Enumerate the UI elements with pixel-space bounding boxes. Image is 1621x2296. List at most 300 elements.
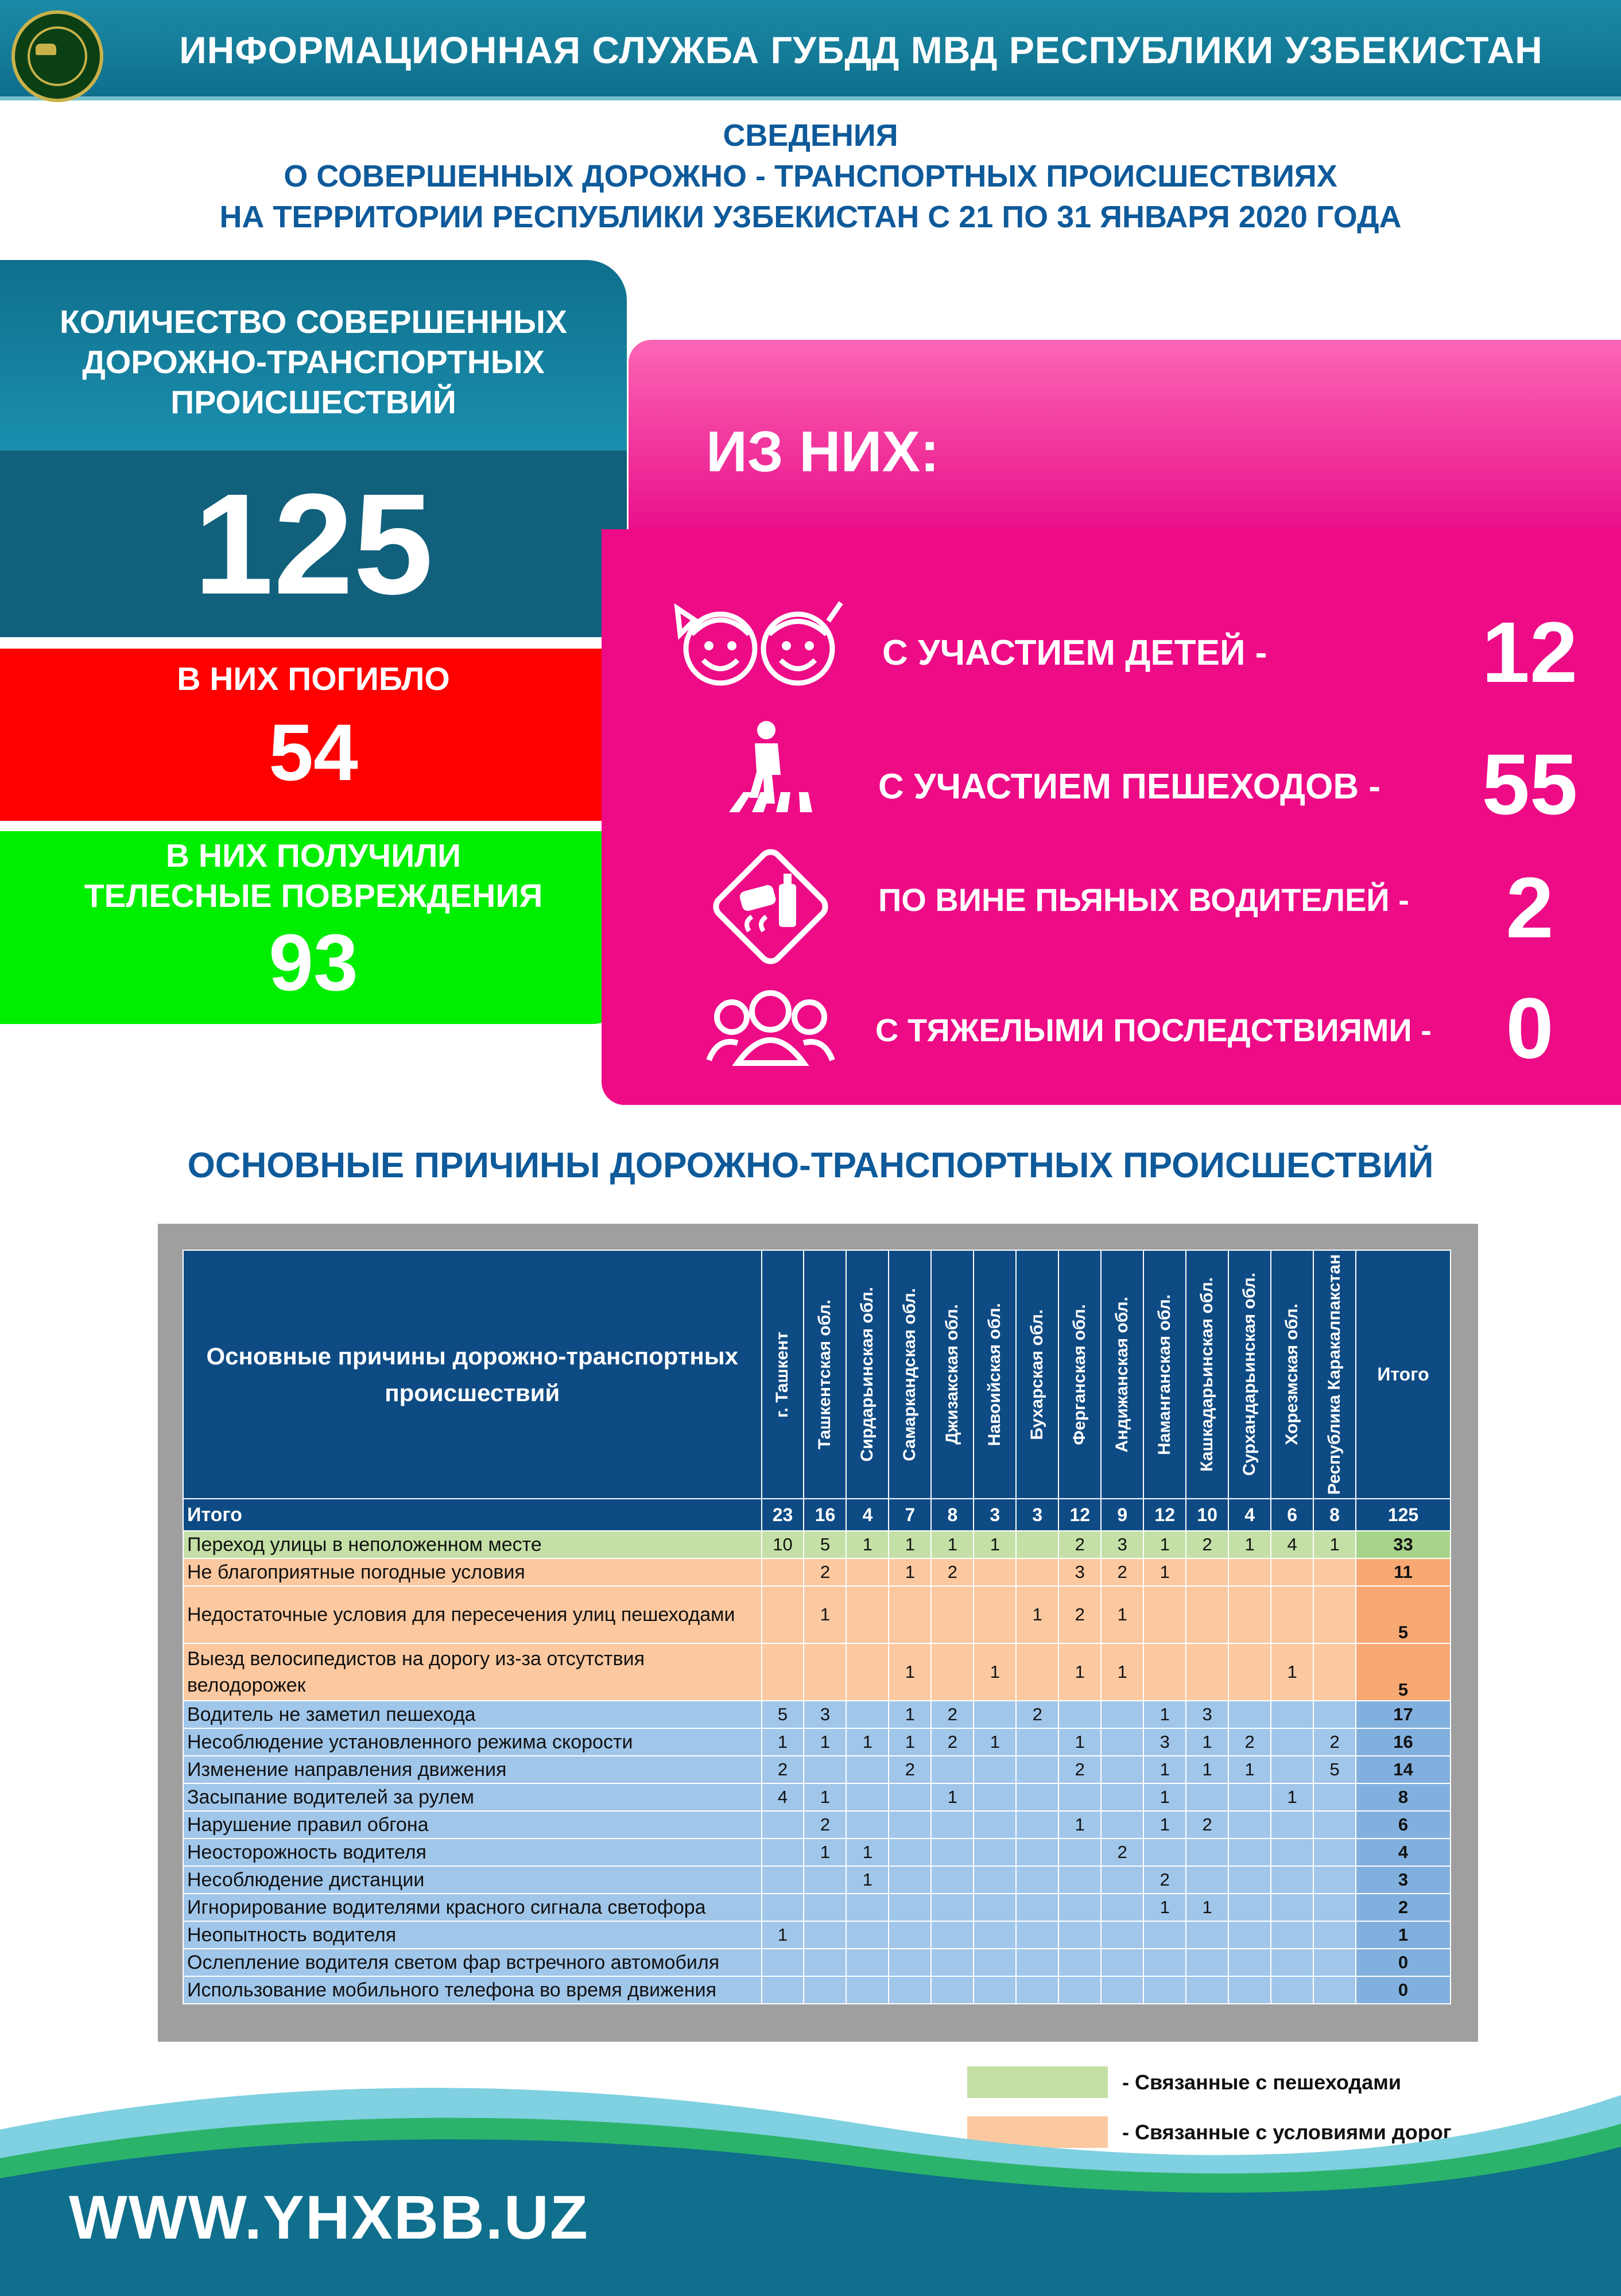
region-value-cell [1271,1586,1313,1643]
region-value-cell [1058,1894,1101,1921]
subtitle-line-3: НА ТЕРРИТОРИИ РЕСПУБЛИКИ УЗБЕКИСТАН С 21 ПО 31 ЯНВАРЯ 2020 ГОДА [219,200,1402,234]
causes-title: ОСНОВНЫЕ ПРИЧИНЫ ДОРОЖНО-ТРАНСПОРТНЫХ ПРОИСШЕСТВИЙ [187,1146,1434,1185]
region-value-cell: 4 [762,1783,804,1811]
header-title: ИНФОРМАЦИОННАЯ СЛУЖБА ГУБДД МВД РЕСПУБЛИКИ УЗБЕКИСТАН [179,29,1543,71]
region-value-cell [931,1586,974,1643]
region-value-cell: 2 [1101,1558,1143,1586]
ministry-logo-icon [11,10,103,102]
row-total-cell: 0 [1356,1976,1451,2004]
cause-label: Неопытность водителя [183,1921,762,1949]
drunk-drivers-value: 2 [1506,859,1554,956]
region-value-cell [889,1866,931,1894]
region-header: Наманганская обл. [1143,1250,1186,1499]
region-value-cell [889,1783,931,1811]
table-total-row [183,1499,1451,1531]
table-row [183,1586,1451,1643]
region-value-cell: 4 [1228,1499,1271,1531]
cause-label: Ослепление водителя светом фар встречного автомобиля [183,1949,762,1976]
region-value-cell [1228,1558,1271,1586]
region-value-cell [1313,1894,1356,1921]
region-value-cell: 4 [1271,1531,1313,1558]
region-value-cell: 1 [1228,1756,1271,1783]
drunk-drivers-label: ПО ВИНЕ ПЬЯНЫХ ВОДИТЕЛЕЙ - [878,882,1409,918]
region-value-cell [1058,1839,1101,1866]
region-value-cell: 2 [1101,1839,1143,1866]
region-value-cell: 23 [762,1499,804,1531]
region-value-cell [1271,1701,1313,1728]
region-value-cell [1313,1783,1356,1811]
children-value: 12 [1482,604,1578,700]
row-total-cell: 5 [1356,1643,1451,1701]
region-value-cell [1058,1783,1101,1811]
region-value-cell [1313,1643,1356,1701]
subtitle-line-1: СВЕДЕНИЯ [723,118,898,153]
row-total-cell: 33 [1356,1531,1451,1558]
region-value-cell [1228,1949,1271,1976]
region-value-cell [762,1811,804,1839]
cause-label: Засыпание водителей за рулем [183,1783,762,1811]
table-row [183,1894,1451,1921]
region-value-cell [889,1921,931,1949]
region-value-cell [1186,1558,1228,1586]
cause-label: Неосторожность водителя [183,1839,762,1866]
region-value-cell [846,1894,889,1921]
children-label: С УЧАСТИЕМ ДЕТЕЙ - [882,633,1267,673]
region-value-cell: 1 [1186,1894,1228,1921]
region-value-cell [1101,1783,1143,1811]
region-value-cell [974,1894,1016,1921]
region-header: г. Ташкент [762,1250,804,1499]
region-value-cell: 1 [762,1921,804,1949]
region-value-cell [804,1866,846,1894]
total-label-line-3: ПРОИСШЕСТВИЙ [170,384,456,421]
region-value-cell [846,1756,889,1783]
region-value-cell: 2 [931,1728,974,1756]
table-row [183,1921,1451,1949]
region-value-cell [1016,1756,1058,1783]
region-value-cell: 1 [846,1531,889,1558]
dead-box [0,649,627,821]
region-value-cell: 1 [889,1701,931,1728]
cause-label: Несоблюдение дистанции [183,1866,762,1894]
region-value-cell: 2 [1143,1866,1186,1894]
region-value-cell: 3 [1143,1728,1186,1756]
region-value-cell [1016,1866,1058,1894]
region-value-cell [762,1976,804,2004]
region-value-cell [1313,1586,1356,1643]
region-value-cell: 2 [1228,1728,1271,1756]
region-value-cell [1186,1921,1228,1949]
region-header: Ташкентская обл. [804,1250,846,1499]
region-value-cell [1228,1976,1271,2004]
region-value-cell: 4 [846,1499,889,1531]
cause-label: Водитель не заметил пешехода [183,1701,762,1728]
region-value-cell [1101,1866,1143,1894]
region-value-cell: 2 [1186,1531,1228,1558]
region-value-cell [1016,1728,1058,1756]
region-value-cell: 3 [1101,1531,1143,1558]
region-value-cell [1016,1839,1058,1866]
region-value-cell: 1 [889,1643,931,1701]
region-value-cell [1058,1976,1101,2004]
pedestrian-icon [718,718,821,824]
region-value-cell [1228,1811,1271,1839]
region-value-cell: 1 [804,1839,846,1866]
region-value-cell: 1 [1143,1811,1186,1839]
cause-label: Переход улицы в неположенном месте [183,1531,762,1558]
region-value-cell [974,1921,1016,1949]
region-header: Хорезмская обл. [1271,1250,1313,1499]
region-header: Андижанская обл. [1101,1250,1143,1499]
region-value-cell [1313,1866,1356,1894]
region-value-cell [889,1811,931,1839]
injured-box [0,831,627,1024]
region-value-cell: 1 [1271,1783,1313,1811]
region-value-cell: 9 [1101,1499,1143,1531]
region-value-cell [1271,1728,1313,1756]
row-total-cell: 6 [1356,1811,1451,1839]
row-total-cell: 3 [1356,1866,1451,1894]
region-value-cell: 10 [762,1531,804,1558]
region-value-cell [931,1839,974,1866]
cause-label: Несоблюдение установленного режима скорости [183,1728,762,1756]
region-value-cell [1271,1839,1313,1866]
region-value-cell [1101,1756,1143,1783]
cause-label: Недостаточные условия для пересечения улиц пешеходами [183,1586,762,1643]
dead-label: В НИХ ПОГИБЛО [177,661,450,697]
region-value-cell: 3 [804,1701,846,1728]
region-value-cell: 5 [804,1531,846,1558]
region-value-cell: 12 [1143,1499,1186,1531]
total-label-line-1: КОЛИЧЕСТВО СОВЕРШЕННЫХ [60,304,567,340]
footer-wave [0,2061,1621,2296]
region-value-cell [931,1921,974,1949]
region-header: Республика Каракалпакстан [1313,1250,1356,1499]
region-value-cell: 5 [1313,1756,1356,1783]
region-value-cell [1271,1558,1313,1586]
region-value-cell [1101,1921,1143,1949]
region-value-cell: 1 [804,1586,846,1643]
region-value-cell: 2 [762,1756,804,1783]
cause-label: Выезд велосипедистов на дорогу из-за отсутствия велодорожек [183,1643,762,1701]
region-value-cell: 3 [1016,1499,1058,1531]
region-value-cell: 2 [1186,1811,1228,1839]
region-value-cell: 8 [1313,1499,1356,1531]
region-value-cell [931,1811,974,1839]
region-value-cell: 1 [889,1558,931,1586]
region-value-cell: 7 [889,1499,931,1531]
region-value-cell [1016,1811,1058,1839]
total-accidents-value: 125 [193,464,433,624]
region-value-cell [1186,1839,1228,1866]
region-value-cell [1313,1839,1356,1866]
region-value-cell [1143,1976,1186,2004]
region-value-cell [1271,1894,1313,1921]
table-row [183,1976,1451,2004]
region-value-cell [1186,1783,1228,1811]
region-value-cell [1016,1643,1058,1701]
region-value-cell: 2 [804,1811,846,1839]
region-value-cell [1143,1839,1186,1866]
region-value-cell [974,1866,1016,1894]
total-label-line-2: ДОРОЖНО-ТРАНСПОРТНЫХ [82,344,545,381]
cause-label: Нарушение правил обгона [183,1811,762,1839]
region-value-cell [804,1921,846,1949]
region-value-cell [1186,1866,1228,1894]
region-header: Ферганская обл. [1058,1250,1101,1499]
cause-label: Игнорирование водителями красного сигнала светофора [183,1894,762,1921]
region-value-cell [931,1866,974,1894]
row-total-cell: 8 [1356,1783,1451,1811]
region-value-cell: 3 [1058,1558,1101,1586]
group-people-icon [706,983,835,1069]
region-value-cell [1058,1921,1101,1949]
region-value-cell [1313,1976,1356,2004]
region-value-cell [1228,1701,1271,1728]
region-value-cell [974,1756,1016,1783]
region-value-cell: 8 [931,1499,974,1531]
severe-consequences-label: С ТЯЖЕЛЫМИ ПОСЛЕДСТВИЯМИ - [875,1012,1432,1048]
region-value-cell [1313,1811,1356,1839]
region-value-cell: 1 [1143,1531,1186,1558]
region-value-cell [1016,1949,1058,1976]
region-value-cell [1228,1586,1271,1643]
region-value-cell [1101,1728,1143,1756]
region-value-cell [1143,1949,1186,1976]
region-value-cell [1313,1701,1356,1728]
table-row [183,1701,1451,1728]
region-value-cell [804,1756,846,1783]
region-value-cell [1143,1921,1186,1949]
region-value-cell [1228,1643,1271,1701]
region-value-cell: 1 [1058,1643,1101,1701]
region-value-cell [974,1586,1016,1643]
pedestrians-label: С УЧАСТИЕМ ПЕШЕХОДОВ - [878,767,1381,806]
region-header: Навоийская обл. [974,1250,1016,1499]
region-value-cell: 1 [846,1866,889,1894]
region-value-cell: 1 [762,1728,804,1756]
region-value-cell [804,1949,846,1976]
region-value-cell [846,1921,889,1949]
region-value-cell [1271,1811,1313,1839]
region-value-cell [762,1839,804,1866]
injured-value: 93 [269,917,358,1007]
region-value-cell [974,1976,1016,2004]
region-value-cell: 3 [974,1499,1016,1531]
cause-label: Итого [183,1499,762,1531]
region-value-cell: 1 [1186,1756,1228,1783]
total-column-header: Итого [1356,1250,1451,1499]
region-value-cell [1186,1949,1228,1976]
table-row [183,1728,1451,1756]
region-value-cell [931,1976,974,2004]
region-value-cell [931,1894,974,1921]
region-value-cell [1101,1701,1143,1728]
region-value-cell [889,1839,931,1866]
region-value-cell [889,1894,931,1921]
region-value-cell [846,1949,889,1976]
region-value-cell [931,1949,974,1976]
region-value-cell [804,1894,846,1921]
region-value-cell: 2 [1016,1701,1058,1728]
region-value-cell: 1 [846,1839,889,1866]
injured-label-line-1: В НИХ ПОЛУЧИЛИ [165,837,462,874]
region-value-cell: 1 [1143,1894,1186,1921]
legend-label-pedestrians: - Связанные с пешеходами [1122,2070,1401,2094]
region-value-cell [1016,1558,1058,1586]
region-value-cell [1101,1894,1143,1921]
region-value-cell [846,1558,889,1586]
cause-label: Не благоприятные погодные условия [183,1558,762,1586]
region-value-cell: 1 [931,1783,974,1811]
region-value-cell [974,1701,1016,1728]
region-value-cell [1016,1783,1058,1811]
region-value-cell [1228,1921,1271,1949]
children-icon [669,591,847,695]
subtitle-line-2: О СОВЕРШЕННЫХ ДОРОЖНО - ТРАНСПОРТНЫХ ПРОИСШЕСТВИЯХ [284,159,1337,193]
table-row [183,1531,1451,1558]
region-header: Кашкадарьинская обл. [1186,1250,1228,1499]
region-value-cell [931,1643,974,1701]
of-them-title: ИЗ НИХ: [706,420,940,484]
causes-table [183,1250,1451,2004]
causes-table-container [183,1250,1451,2004]
region-value-cell: 1 [1143,1756,1186,1783]
region-value-cell: 1 [1186,1728,1228,1756]
region-value-cell: 2 [804,1558,846,1586]
region-value-cell [1186,1643,1228,1701]
region-value-cell [1143,1586,1186,1643]
region-value-cell [1271,1921,1313,1949]
region-value-cell: 1 [1313,1531,1356,1558]
region-header: Самаркандская обл. [889,1250,931,1499]
dead-value: 54 [269,707,358,797]
region-value-cell [1101,1949,1143,1976]
region-value-cell: 1 [974,1531,1016,1558]
region-value-cell [804,1976,846,2004]
region-value-cell [1313,1949,1356,1976]
region-header: Бухарская обл. [1016,1250,1058,1499]
region-value-cell [804,1643,846,1701]
total-accidents-label-box [0,260,627,451]
region-value-cell: 1 [1228,1531,1271,1558]
region-value-cell: 2 [1058,1531,1101,1558]
region-value-cell: 5 [762,1701,804,1728]
region-value-cell: 16 [804,1499,846,1531]
pedestrians-value: 55 [1482,736,1578,832]
region-value-cell [1143,1643,1186,1701]
row-total-cell: 4 [1356,1839,1451,1866]
region-value-cell [846,1976,889,2004]
table-row [183,1643,1451,1701]
region-value-cell [1186,1586,1228,1643]
row-total-cell: 1 [1356,1921,1451,1949]
table-header-row [183,1250,1451,1499]
cause-column-header: Основные причины дорожно-транспортных происшествий [183,1250,762,1499]
injured-label-line-2: ТЕЛЕСНЫЕ ПОВРЕЖДЕНИЯ [84,878,543,914]
region-value-cell [1271,1756,1313,1783]
table-row [183,1839,1451,1866]
table-row [183,1949,1451,1976]
severe-consequences-value: 0 [1506,980,1554,1076]
region-value-cell [762,1866,804,1894]
region-value-cell: 1 [1143,1701,1186,1728]
region-value-cell: 1 [846,1728,889,1756]
region-value-cell [846,1643,889,1701]
legend-label-roads: - Связанные с условиями дорог [1122,2120,1452,2144]
region-value-cell: 1 [804,1783,846,1811]
region-value-cell [762,1894,804,1921]
region-value-cell [1058,1866,1101,1894]
region-value-cell: 2 [1058,1756,1101,1783]
region-header: Сурхандарьинская обл. [1228,1250,1271,1499]
region-value-cell: 1 [804,1728,846,1756]
region-value-cell: 1 [974,1728,1016,1756]
region-value-cell [1101,1811,1143,1839]
region-value-cell [1228,1894,1271,1921]
table-row [183,1783,1451,1811]
region-value-cell [974,1811,1016,1839]
region-value-cell: 2 [1058,1586,1101,1643]
row-total-cell: 125 [1356,1499,1451,1531]
region-value-cell [1313,1558,1356,1586]
region-value-cell: 6 [1271,1499,1313,1531]
region-value-cell [931,1756,974,1783]
region-value-cell [762,1949,804,1976]
region-value-cell [1016,1976,1058,2004]
table-row [183,1811,1451,1839]
region-value-cell: 3 [1186,1701,1228,1728]
region-value-cell: 2 [931,1558,974,1586]
row-total-cell: 14 [1356,1756,1451,1783]
region-value-cell [762,1643,804,1701]
region-value-cell: 1 [1058,1811,1101,1839]
region-value-cell: 1 [889,1728,931,1756]
region-value-cell [1271,1976,1313,2004]
region-value-cell [762,1586,804,1643]
region-value-cell: 1 [931,1531,974,1558]
region-value-cell [1271,1866,1313,1894]
table-row [183,1866,1451,1894]
row-total-cell: 16 [1356,1728,1451,1756]
total-accidents-box [0,451,627,637]
region-value-cell: 2 [931,1701,974,1728]
region-value-cell [1058,1701,1101,1728]
region-value-cell: 2 [1313,1728,1356,1756]
region-value-cell [1101,1976,1143,2004]
region-value-cell: 1 [1101,1586,1143,1643]
cause-label: Изменение направления движения [183,1756,762,1783]
region-value-cell [846,1811,889,1839]
drunk-driving-icon [703,839,838,974]
row-total-cell: 5 [1356,1586,1451,1643]
region-header: Сирдарьинская обл. [846,1250,889,1499]
region-value-cell: 12 [1058,1499,1101,1531]
region-value-cell [1271,1949,1313,1976]
region-value-cell [889,1949,931,1976]
region-value-cell [1016,1921,1058,1949]
region-value-cell: 1 [1101,1643,1143,1701]
row-total-cell: 0 [1356,1949,1451,1976]
region-value-cell [1228,1839,1271,1866]
region-value-cell: 1 [1271,1643,1313,1701]
region-value-cell: 1 [1143,1783,1186,1811]
row-total-cell: 11 [1356,1558,1451,1586]
website-link[interactable]: WWW.YHXBB.UZ [69,2182,589,2252]
region-value-cell: 1 [974,1643,1016,1701]
region-value-cell: 1 [1143,1558,1186,1586]
region-value-cell [846,1586,889,1643]
